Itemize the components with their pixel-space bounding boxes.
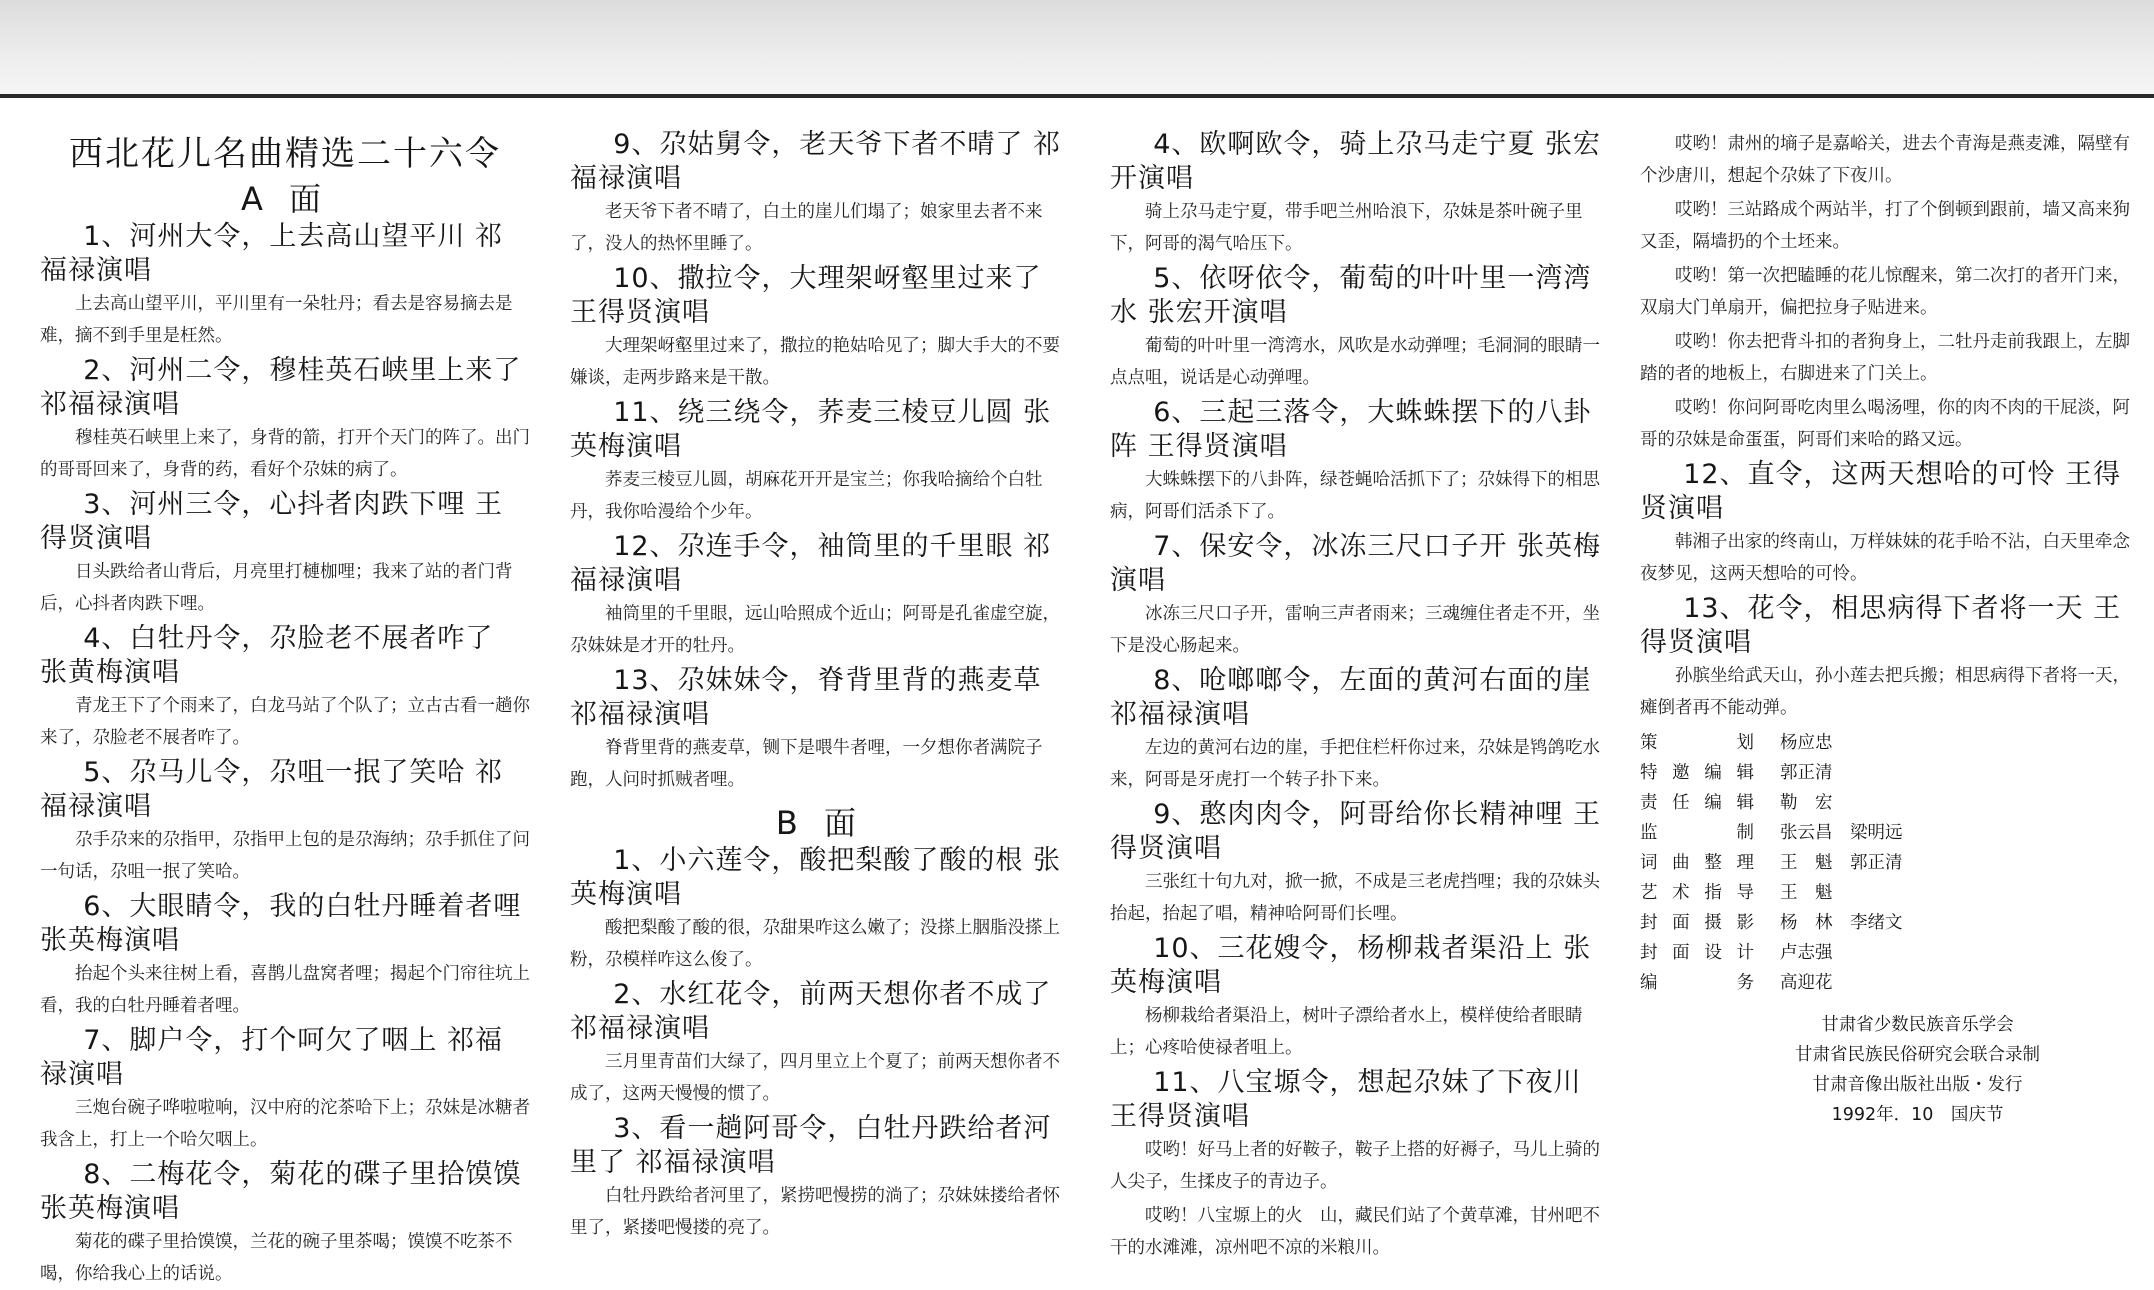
song-heading: 6、三起三落令，大蛛蛛摆下的八卦阵 王得贤演唱	[1110, 397, 1592, 462]
song-entry	[1110, 932, 1610, 1064]
credit-row	[1640, 938, 2135, 968]
song-entry	[40, 1158, 530, 1290]
credits-list	[1640, 728, 2135, 998]
song-heading: 11、八宝塬令，想起尕妹了下夜川 王得贤演唱	[1110, 1067, 1582, 1132]
credit-names: 王 魁 郭正清	[1780, 853, 1903, 873]
song-lyrics: 抬起个头来往树上看，喜鹊儿盘窝者哩；揭起个门帘往坑上看，我的白牡丹睡着者哩。	[40, 964, 530, 1016]
song-heading: 2、水红花令，前两天想你者不成了 祁福禄演唱	[570, 979, 1052, 1044]
column-1	[40, 128, 530, 1284]
song-lyrics: 哎哟！你去把背斗扣的者狗身上，二牡丹走前我跟上，左脚踏的者的地板上，右脚进来了门关上。	[1640, 332, 2130, 384]
credit-names: 高迎花	[1780, 973, 1833, 993]
song-entry	[1110, 664, 1610, 796]
song-entry	[1640, 592, 2135, 724]
song-entry	[40, 622, 530, 754]
song-lyrics: 韩湘子出家的终南山，万样妹妹的花手哈不沾，白天里牵念夜梦见，这两天想哈的可怜。	[1640, 532, 2130, 584]
song-lyrics: 哎哟！好马上者的好鞍子，鞍子上搭的好褥子，马儿上骑的人尖子，生揉皮子的青边子。	[1110, 1140, 1600, 1192]
credit-names: 卢志强	[1780, 943, 1833, 963]
song-lyrics: 哎哟！肃州的墒子是嘉峪关，进去个青海是燕麦滩，隔壁有个沙唐川，想起个尕妹了下夜川。	[1640, 134, 2130, 186]
song-lyrics: 三月里青苗们大绿了，四月里立上个夏了；前两天想你者不成了，这两天慢慢的惯了。	[570, 1052, 1060, 1104]
side-b-heading: B 面	[775, 804, 865, 842]
publisher-line: 甘肃音像出版社出版・发行	[1812, 1075, 2023, 1095]
song-entry	[570, 1112, 1070, 1244]
song-heading: 9、憨肉肉令，阿哥给你长精神哩 王得贤演唱	[1110, 799, 1601, 864]
credit-role: 策划	[1640, 733, 1754, 753]
side-a-heading: A 面	[240, 180, 330, 218]
song-lyrics: 三张红十句九对，掀一掀，不成是三老虎挡哩；我的尕妹头抬起，抬起了唱，精神哈阿哥们长哩。	[1110, 872, 1600, 924]
song-lyrics: 大理架岈壑里过来了，撒拉的艳姑哈见了；脚大手大的不要嫌谈，走两步路来是干散。	[570, 336, 1060, 388]
song-heading: 8、呛啷啷令，左面的黄河右面的崖 祁福禄演唱	[1110, 665, 1592, 730]
publisher-line: 甘肃省民族民俗研究会联合录制	[1795, 1045, 2040, 1065]
song-lyrics: 哎哟！第一次把瞌睡的花儿惊醒来，第二次打的者开门来，双扇大门单扇开，偏把拉身子贴进来。	[1640, 266, 2130, 318]
credit-row	[1640, 758, 2135, 788]
song-lyrics: 哎哟！八宝塬上的火 山，藏民们站了个黄草滩，甘州吧不干的水滩滩，凉州吧不凉的米粮川。	[1110, 1206, 1600, 1258]
publication-date: 1992年．10 国庆节	[1831, 1105, 2004, 1125]
song-heading: 10、撒拉令，大理架岈壑里过来了 王得贤演唱	[570, 263, 1042, 328]
credit-row	[1640, 848, 2135, 878]
song-entry	[40, 756, 530, 888]
credit-role: 封面摄影	[1640, 913, 1754, 933]
song-entry	[1110, 396, 1610, 528]
song-heading: 5、依呀依令，葡萄的叶叶里一湾湾水 张宏开演唱	[1110, 263, 1592, 328]
song-lyrics: 袖筒里的千里眼，远山哈照成个近山；阿哥是孔雀虚空旋，尕妹妹是才开的牡丹。	[570, 604, 1060, 656]
song-entry	[1110, 798, 1610, 930]
song-entry	[40, 354, 530, 486]
song-lyrics: 荞麦三棱豆儿圆，胡麻花开开是宝兰；你我哈摘给个白牡丹，我你哈漫给个少年。	[570, 470, 1043, 522]
song-heading: 9、尕姑舅令，老天爷下者不晴了 祁福禄演唱	[570, 129, 1061, 194]
song-entry	[570, 128, 1070, 260]
publisher-block	[1640, 1010, 2135, 1130]
credit-role: 监制	[1640, 823, 1754, 843]
song-lyrics: 老天爷下者不晴了，白土的崖儿们塌了；娘家里去者不来了，没人的热怀里睡了。	[570, 202, 1043, 254]
song-lyrics: 冰冻三尺口子开，雷响三声者雨来；三魂缠住者走不开，坐下是没心肠起来。	[1110, 604, 1600, 656]
song-heading: 2、河州二令，穆桂英石峡里上来了 祁福禄演唱	[40, 355, 522, 420]
column-2	[570, 128, 1070, 1248]
song-entry	[570, 396, 1070, 528]
credit-row	[1640, 878, 2135, 908]
song-lyrics: 左边的黄河右边的崖，手把住栏杆你过来，尕妹是鸨鸽吃水来，阿哥是牙虎打一个转子扑下来。	[1110, 738, 1600, 790]
credit-names: 勒 宏	[1780, 793, 1833, 813]
credit-names: 张云昌 梁明远	[1780, 823, 1903, 843]
song-heading: 10、三花嫂令，杨柳栽者渠沿上 张英梅演唱	[1110, 933, 1592, 998]
credit-row	[1640, 908, 2135, 938]
song-entry	[1110, 530, 1610, 662]
credit-row	[1640, 968, 2135, 998]
credit-names: 王 魁	[1780, 883, 1833, 903]
song-entry	[40, 890, 530, 1022]
song-lyrics: 脊背里背的燕麦草，铡下是喂牛者哩，一夕想你者满院子跑，人问时抓贼者哩。	[570, 738, 1043, 790]
publisher-line: 甘肃省少数民族音乐学会	[1821, 1015, 2014, 1035]
song-entry	[570, 844, 1070, 976]
scan-top-band	[0, 0, 2154, 96]
song-lyrics: 白牡丹跌给者河里了，紧捞吧慢捞的淌了；尕妹妹搂给者怀里了，紧搂吧慢搂的亮了。	[570, 1186, 1060, 1238]
song-lyrics: 葡萄的叶叶里一湾湾水，风吹是水动弹哩；毛洞洞的眼睛一点点咀，说话是心动弹哩。	[1110, 336, 1600, 388]
column-4	[1640, 128, 2135, 1248]
credit-role: 词曲整理	[1640, 853, 1754, 873]
song-heading: 4、白牡丹令，尕脸老不展者咋了 张黄梅演唱	[40, 623, 494, 688]
song-heading: 4、欧啊欧令，骑上尕马走宁夏 张宏开演唱	[1110, 129, 1601, 194]
credit-names: 郭正清	[1780, 763, 1833, 783]
song-lyrics: 哎哟！你问阿哥吃肉里么喝汤哩，你的肉不肉的干屁淡，阿哥的尕妹是命蛋蛋，阿哥们来哈的路又远。	[1640, 398, 2130, 450]
song-lyrics: 哎哟！三站路成个两站半，打了个倒顿到跟前，墙又高来狗又歪，隔墙扔的个土坯来。	[1640, 200, 2130, 252]
song-lyrics: 杨柳栽给者渠沿上，树叶子漂给者水上，模样使给者眼睛上；心疼哈使禄者咀上。	[1110, 1006, 1583, 1058]
column-3	[1110, 128, 1610, 1258]
song-heading: 1、河州大令，上去高山望平川 祁福禄演唱	[40, 221, 503, 286]
song-heading: 13、尕妹妹令，脊背里背的燕麦草 祁福禄演唱	[570, 665, 1042, 730]
song-heading: 3、看一趟阿哥令，白牡丹跌给者河里了 祁福禄演唱	[570, 1113, 1052, 1178]
song-heading: 7、脚户令，打个呵欠了咽上 祁福禄演唱	[40, 1025, 503, 1090]
song-lyrics: 菊花的碟子里拾馍馍，兰花的碗子里茶喝；馍馍不吃茶不喝，你给我心上的话说。	[40, 1232, 513, 1284]
song-heading: 12、直令，这两天想哈的可怜 王得贤演唱	[1640, 459, 2122, 524]
credit-row	[1640, 728, 2135, 758]
song-heading: 11、绕三绕令，荞麦三棱豆儿圆 张英梅演唱	[570, 397, 1052, 462]
credit-names: 杨 林 李绪文	[1780, 913, 1903, 933]
song-entry	[1110, 1066, 1610, 1264]
credit-row	[1640, 788, 2135, 818]
song-entry	[570, 530, 1070, 662]
song-lyrics: 大蛛蛛摆下的八卦阵，绿苍蝇哈活抓下了；尕妹得下的相思病，阿哥们活杀下了。	[1110, 470, 1600, 522]
song-entry	[40, 488, 530, 620]
song-heading: 6、大眼睛令，我的白牡丹睡着者哩 张英梅演唱	[40, 891, 522, 956]
song-entry	[40, 220, 530, 352]
song-lyrics: 上去高山望平川，平川里有一朵牡丹；看去是容易摘去是难，摘不到手里是枉然。	[40, 294, 513, 346]
song-entry	[570, 262, 1070, 394]
song-lyrics: 孙膑坐给武天山，孙小莲去把兵搬；相思病得下者将一天，瘫倒者再不能动弹。	[1640, 666, 2130, 718]
song-lyrics: 酸把梨酸了酸的很，尕甜果咋这么嫩了；没搽上胭脂没搽上粉，尕模样咋这么俊了。	[570, 918, 1060, 970]
song-heading: 12、尕连手令，袖筒里的千里眼 祁福禄演唱	[570, 531, 1052, 596]
song-lyrics: 日头跌给者山背后，月亮里打槤枷哩；我来了站的者门背后，心抖者肉跌下哩。	[40, 562, 513, 614]
song-heading: 5、尕马儿令，尕咀一抿了笑哈 祁福禄演唱	[40, 757, 503, 822]
song-entry	[1640, 458, 2135, 590]
credit-role: 编务	[1640, 973, 1754, 993]
song-lyrics: 尕手尕来的尕指甲，尕指甲上包的是尕海纳；尕手抓住了问一句话，尕咀一抿了笑哈。	[40, 830, 530, 882]
song-entry	[570, 664, 1070, 796]
booklet-title: 西北花儿名曲精选二十六令	[69, 134, 501, 174]
top-rule	[0, 94, 2154, 98]
song-entry	[40, 1024, 530, 1156]
song-lyrics: 穆桂英石峡里上来了，身背的箭，打开个天门的阵了。出门的哥哥回来了，身背的药，看好个尕妹的病了。	[40, 428, 530, 480]
credit-role: 艺术指导	[1640, 883, 1754, 903]
song-entry	[1110, 128, 1610, 260]
credit-role: 封面设计	[1640, 943, 1754, 963]
song-heading: 3、河州三令，心抖者肉跌下哩 王得贤演唱	[40, 489, 503, 554]
credit-role: 责任编辑	[1640, 793, 1754, 813]
song-entry	[570, 978, 1070, 1110]
credit-role: 特邀编辑	[1640, 763, 1754, 783]
credit-names: 杨应忠	[1780, 733, 1833, 753]
song-heading: 8、二梅花令，菊花的碟子里拾馍馍 张英梅演唱	[40, 1159, 522, 1224]
song-heading: 1、小六莲令，酸把梨酸了酸的根 张英梅演唱	[570, 845, 1061, 910]
song-entry	[1110, 262, 1610, 394]
song-lyrics: 青龙王下了个雨来了，白龙马站了个队了；立古古看一趟你来了，尕脸老不展者咋了。	[40, 696, 530, 748]
song-lyrics: 骑上尕马走宁夏，带手吧兰州哈浪下，尕妹是茶叶碗子里下，阿哥的渴气哈压下。	[1110, 202, 1583, 254]
song-heading: 13、花令，相思病得下者将一天 王得贤演唱	[1640, 593, 2122, 658]
song-heading: 7、保安令，冰冻三尺口子开 张英梅演唱	[1110, 531, 1601, 596]
song-lyrics: 三炮台碗子哗啦啦响，汉中府的沱茶哈下上；尕妹是冰糖者我含上，打上一个哈欠咽上。	[40, 1098, 530, 1150]
credit-row	[1640, 818, 2135, 848]
